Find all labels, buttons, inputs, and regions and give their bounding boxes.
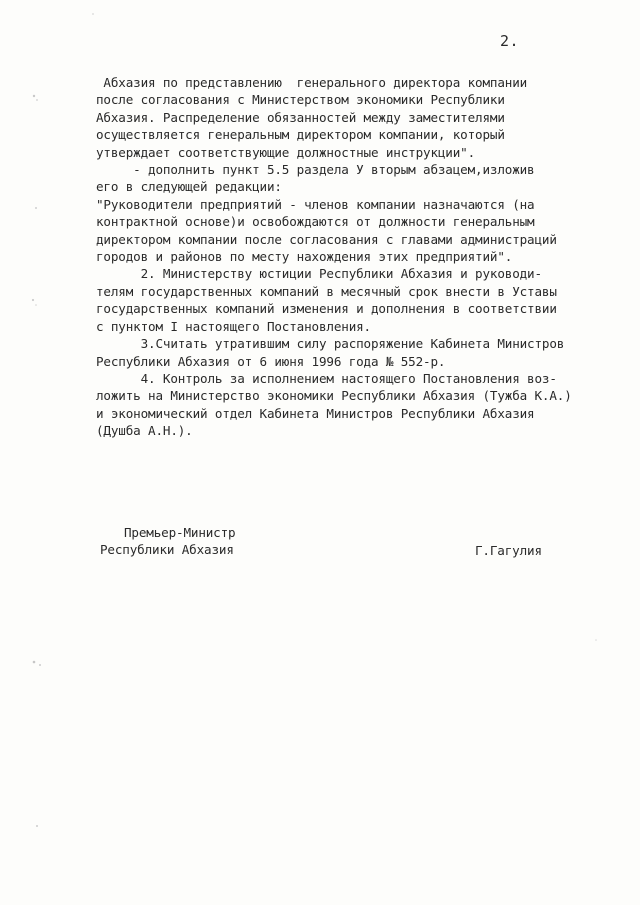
body-line: Абхазия. Распределение обязанностей между заместителями [96, 109, 505, 125]
signatory-name-text: Г.Гагулия [475, 543, 542, 558]
body-line: 4. Контроль за исполнением настоящего Постановления воз- [96, 370, 557, 386]
body-line: утверждает соответствующие должностные инструкции". [96, 144, 476, 160]
body-line: ложить на Министерство экономики Республики Абхазия (Тужба К.А.) [96, 388, 572, 404]
body-line: 2. Министерству юстиции Республики Абхазия и руководи- [96, 266, 542, 282]
body-line: "Руководители предприятий - членов компании назначаются (на [96, 196, 535, 212]
body-line: и экономический отдел Кабинета Министров Республики Абхазия [96, 405, 535, 421]
body-line: 3.Считать утратившим силу распоряжение Кабинета Министров [96, 336, 565, 352]
body-line: городов и районов по месту нахождения этих предприятий". [96, 249, 513, 265]
document-body [96, 74, 596, 440]
body-line: директором компании после согласования с главами администраций [96, 231, 557, 247]
page-number: 2. [500, 32, 520, 50]
body-line: осуществляется генеральным директором компании, который [96, 127, 505, 143]
body-line: государственных компаний изменения и дополнения в соответствии [96, 301, 557, 317]
body-line: телям государственных компаний в месячный срок внести в Уставы [96, 283, 557, 299]
body-line: контрактной основе)и освобождаются от должности генеральным [96, 214, 535, 230]
body-line: после согласования с Министерством экономики Республики [96, 92, 505, 108]
body-line: его в следующей редакции: [96, 179, 282, 195]
body-line: - дополнить пункт 5.5 раздела У вторым абзацем,изложив [96, 162, 535, 178]
body-line: с пунктом I настоящего Постановления. [96, 318, 371, 334]
body-line: Абхазия по представлению генерального директора компании [96, 75, 528, 90]
signatory-title-line-2: Республики Абхазия [100, 542, 234, 558]
signatory-title [100, 524, 235, 559]
body-line: Республики Абхазия от 6 июня 1996 года № 552-р. [96, 353, 446, 369]
body-line: (Душба А.Н.). [96, 423, 193, 439]
signatory-title-line-1: Премьер-Министр [124, 525, 236, 540]
signatory-name [475, 542, 542, 559]
